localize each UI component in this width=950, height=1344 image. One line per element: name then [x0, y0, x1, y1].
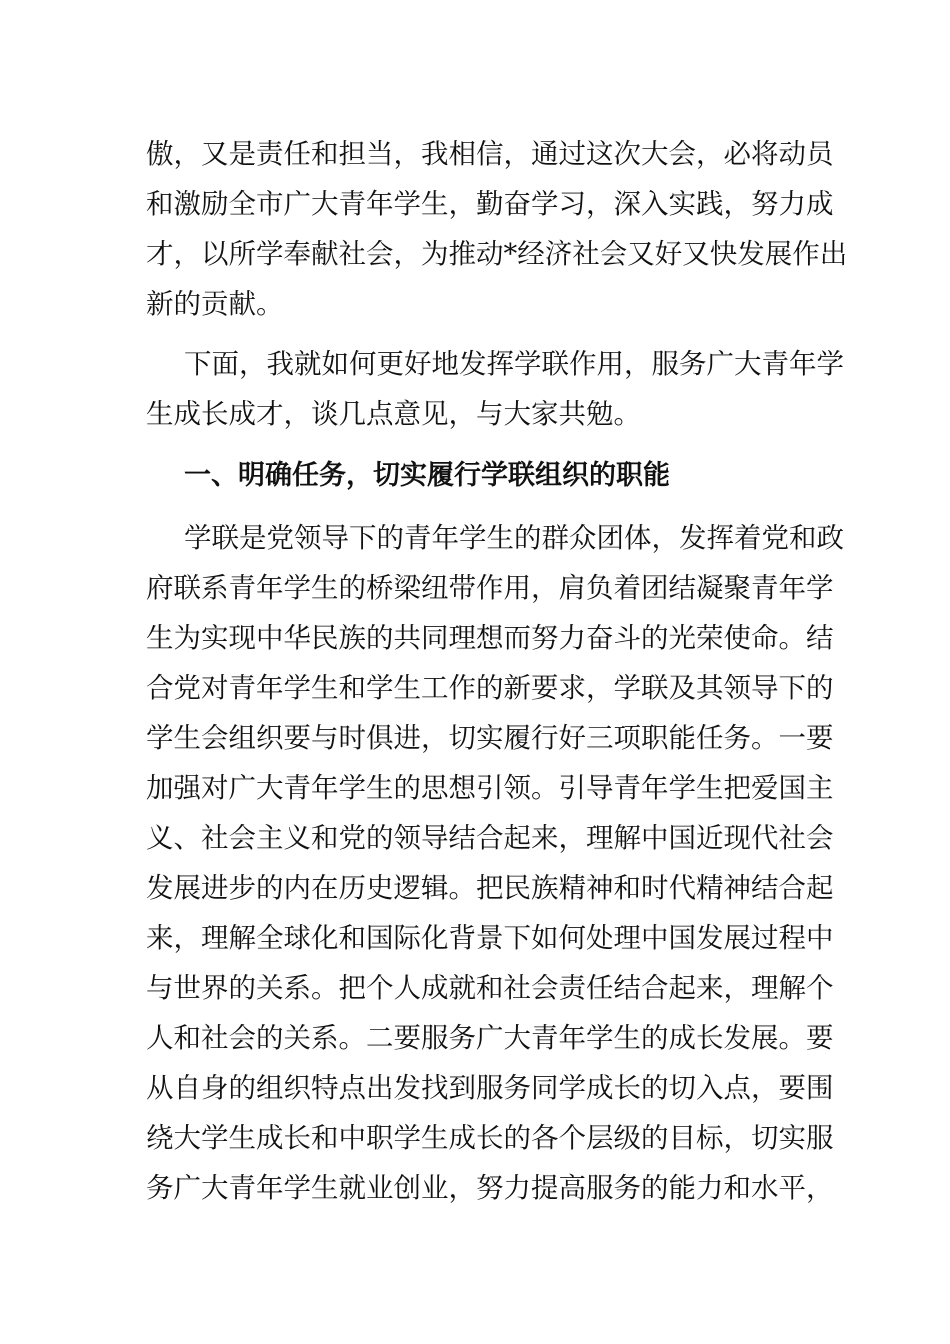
- paragraph-3-line-2: 府联系青年学生的桥梁纽带作用，肩负着团结凝聚青年学: [146, 572, 834, 604]
- paragraph-3-line-3: 生为实现中华民族的共同理想而努力奋斗的光荣使命。结: [146, 622, 834, 654]
- paragraph-1-line-4: 新的贡献。: [146, 288, 284, 320]
- paragraph-3-line-4: 合党对青年学生和学生工作的新要求，学联及其领导下的: [146, 672, 834, 704]
- paragraph-2-line-2: 生成长成才，谈几点意见，与大家共勉。: [146, 398, 641, 430]
- paragraph-3-line-5: 学生会组织要与时俱进，切实履行好三项职能任务。一要: [146, 722, 834, 754]
- section-heading: 一、明确任务，切实履行学联组织的职能: [184, 460, 670, 491]
- paragraph-1-line-2: 和激励全市广大青年学生，勤奋学习，深入实践，努力成: [146, 188, 834, 220]
- paragraph-3-line-8: 发展进步的内在历史逻辑。把民族精神和时代精神结合起: [146, 872, 834, 904]
- paragraph-3-line-10: 与世界的关系。把个人成就和社会责任结合起来，理解个: [146, 972, 834, 1004]
- paragraph-3-line-12: 从自身的组织特点出发找到服务同学成长的切入点，要围: [146, 1072, 834, 1104]
- paragraph-3-line-6: 加强对广大青年学生的思想引领。引导青年学生把爱国主: [146, 772, 834, 804]
- paragraph-3-line-7: 义、社会主义和党的领导结合起来，理解中国近现代社会: [146, 822, 834, 854]
- paragraph-1-line-3: 才，以所学奉献社会，为推动*经济社会又好又快发展作出: [146, 238, 848, 270]
- paragraph-3-line-1: 学联是党领导下的青年学生的群众团体，发挥着党和政: [184, 522, 844, 554]
- paragraph-1-line-1: 傲，又是责任和担当，我相信，通过这次大会，必将动员: [146, 138, 834, 170]
- paragraph-3-line-14: 务广大青年学生就业创业，努力提高服务的能力和水平，: [146, 1172, 834, 1204]
- paragraph-3-line-11: 人和社会的关系。二要服务广大青年学生的成长发展。要: [146, 1022, 834, 1054]
- paragraph-3-line-13: 绕大学生成长和中职学生成长的各个层级的目标，切实服: [146, 1122, 834, 1154]
- paragraph-3-line-9: 来，理解全球化和国际化背景下如何处理中国发展过程中: [146, 922, 834, 954]
- paragraph-2-line-1: 下面，我就如何更好地发挥学联作用，服务广大青年学: [184, 348, 844, 380]
